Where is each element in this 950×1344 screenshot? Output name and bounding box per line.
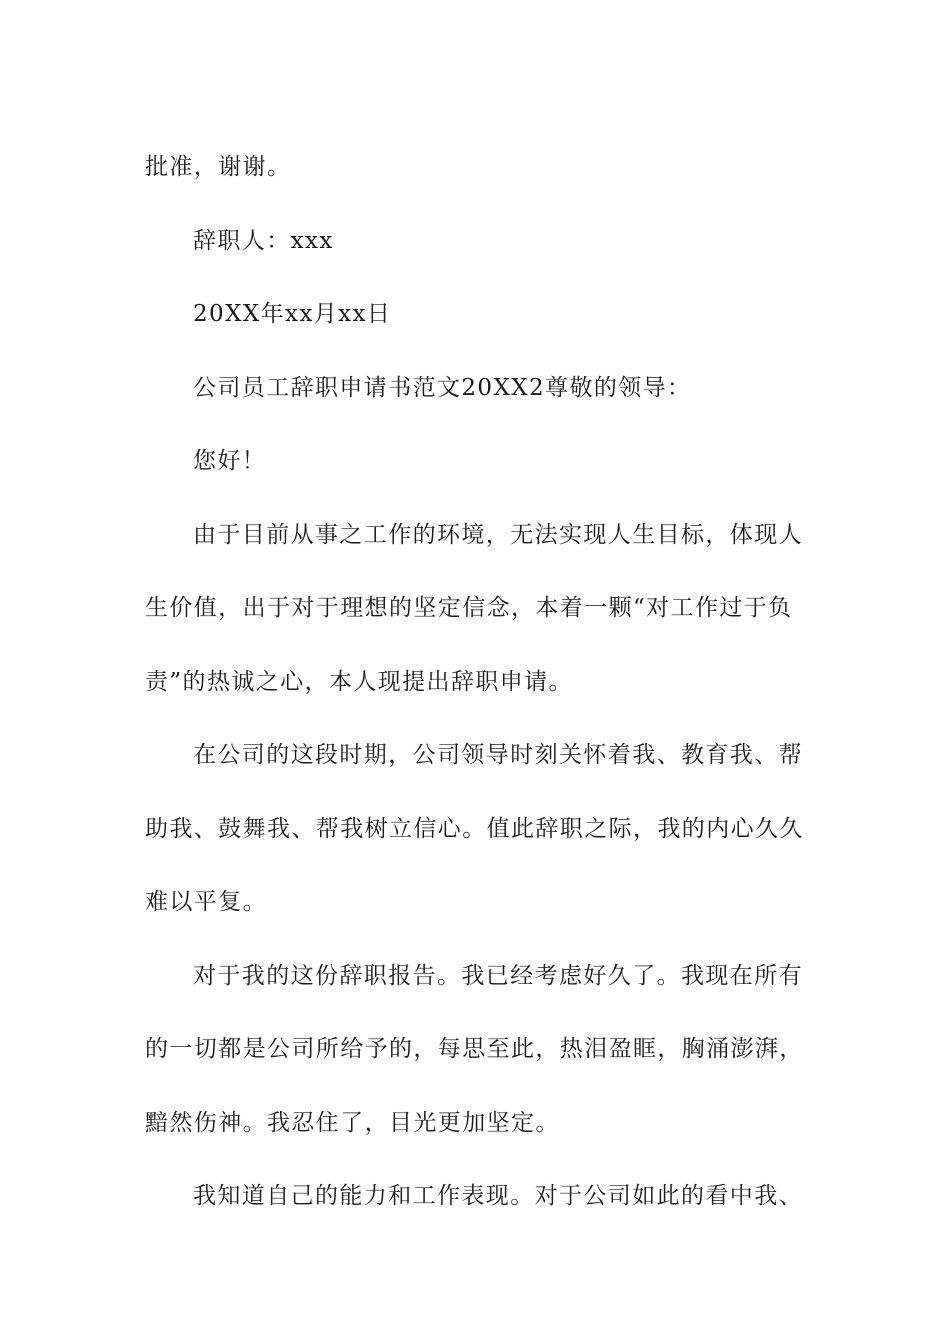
date-line: 20XX年xx月xx日 <box>193 301 392 327</box>
document-body <box>145 131 810 1234</box>
greeting-line: 您好！ <box>193 448 267 474</box>
paragraph-line: 对于我的这份辞职报告。我已经考虑好久了。我现在所有 <box>193 962 803 989</box>
paragraph-line: 黯然伤神。我忍住了，目光更加坚定。 <box>145 1109 560 1136</box>
paragraph-line: 我知道自己的能力和工作表现。对于公司如此的看中我、 <box>193 1183 803 1209</box>
paragraph-line: 在公司的这段时期，公司领导时刻关怀着我、教育我、帮 <box>193 742 803 768</box>
paragraph-line: 助我、鼓舞我、帮我树立信心。值此辞职之际，我的内心久久 <box>145 815 804 842</box>
resigner-signature: 辞职人：xxx <box>193 227 334 254</box>
paragraph-line: 责”的热诚之心，本人现提出辞职申请。 <box>145 668 573 695</box>
section-heading-salutation: 公司员工辞职申请书范文20XX2尊敬的领导： <box>193 374 692 401</box>
paragraph-line: 难以平复。 <box>145 889 267 915</box>
paragraph-line: 生价值，出于对于理想的坚定信念，本着一颗“对工作过于负 <box>145 595 793 621</box>
text-line-closing: 批准，谢谢。 <box>145 154 292 180</box>
paragraph-line: 由于目前从事之工作的环境，无法实现人生目标，体现人 <box>193 521 803 548</box>
paragraph-line: 的一切都是公司所给予的，每思至此，热泪盈眶，胸涌澎湃， <box>145 1036 804 1062</box>
